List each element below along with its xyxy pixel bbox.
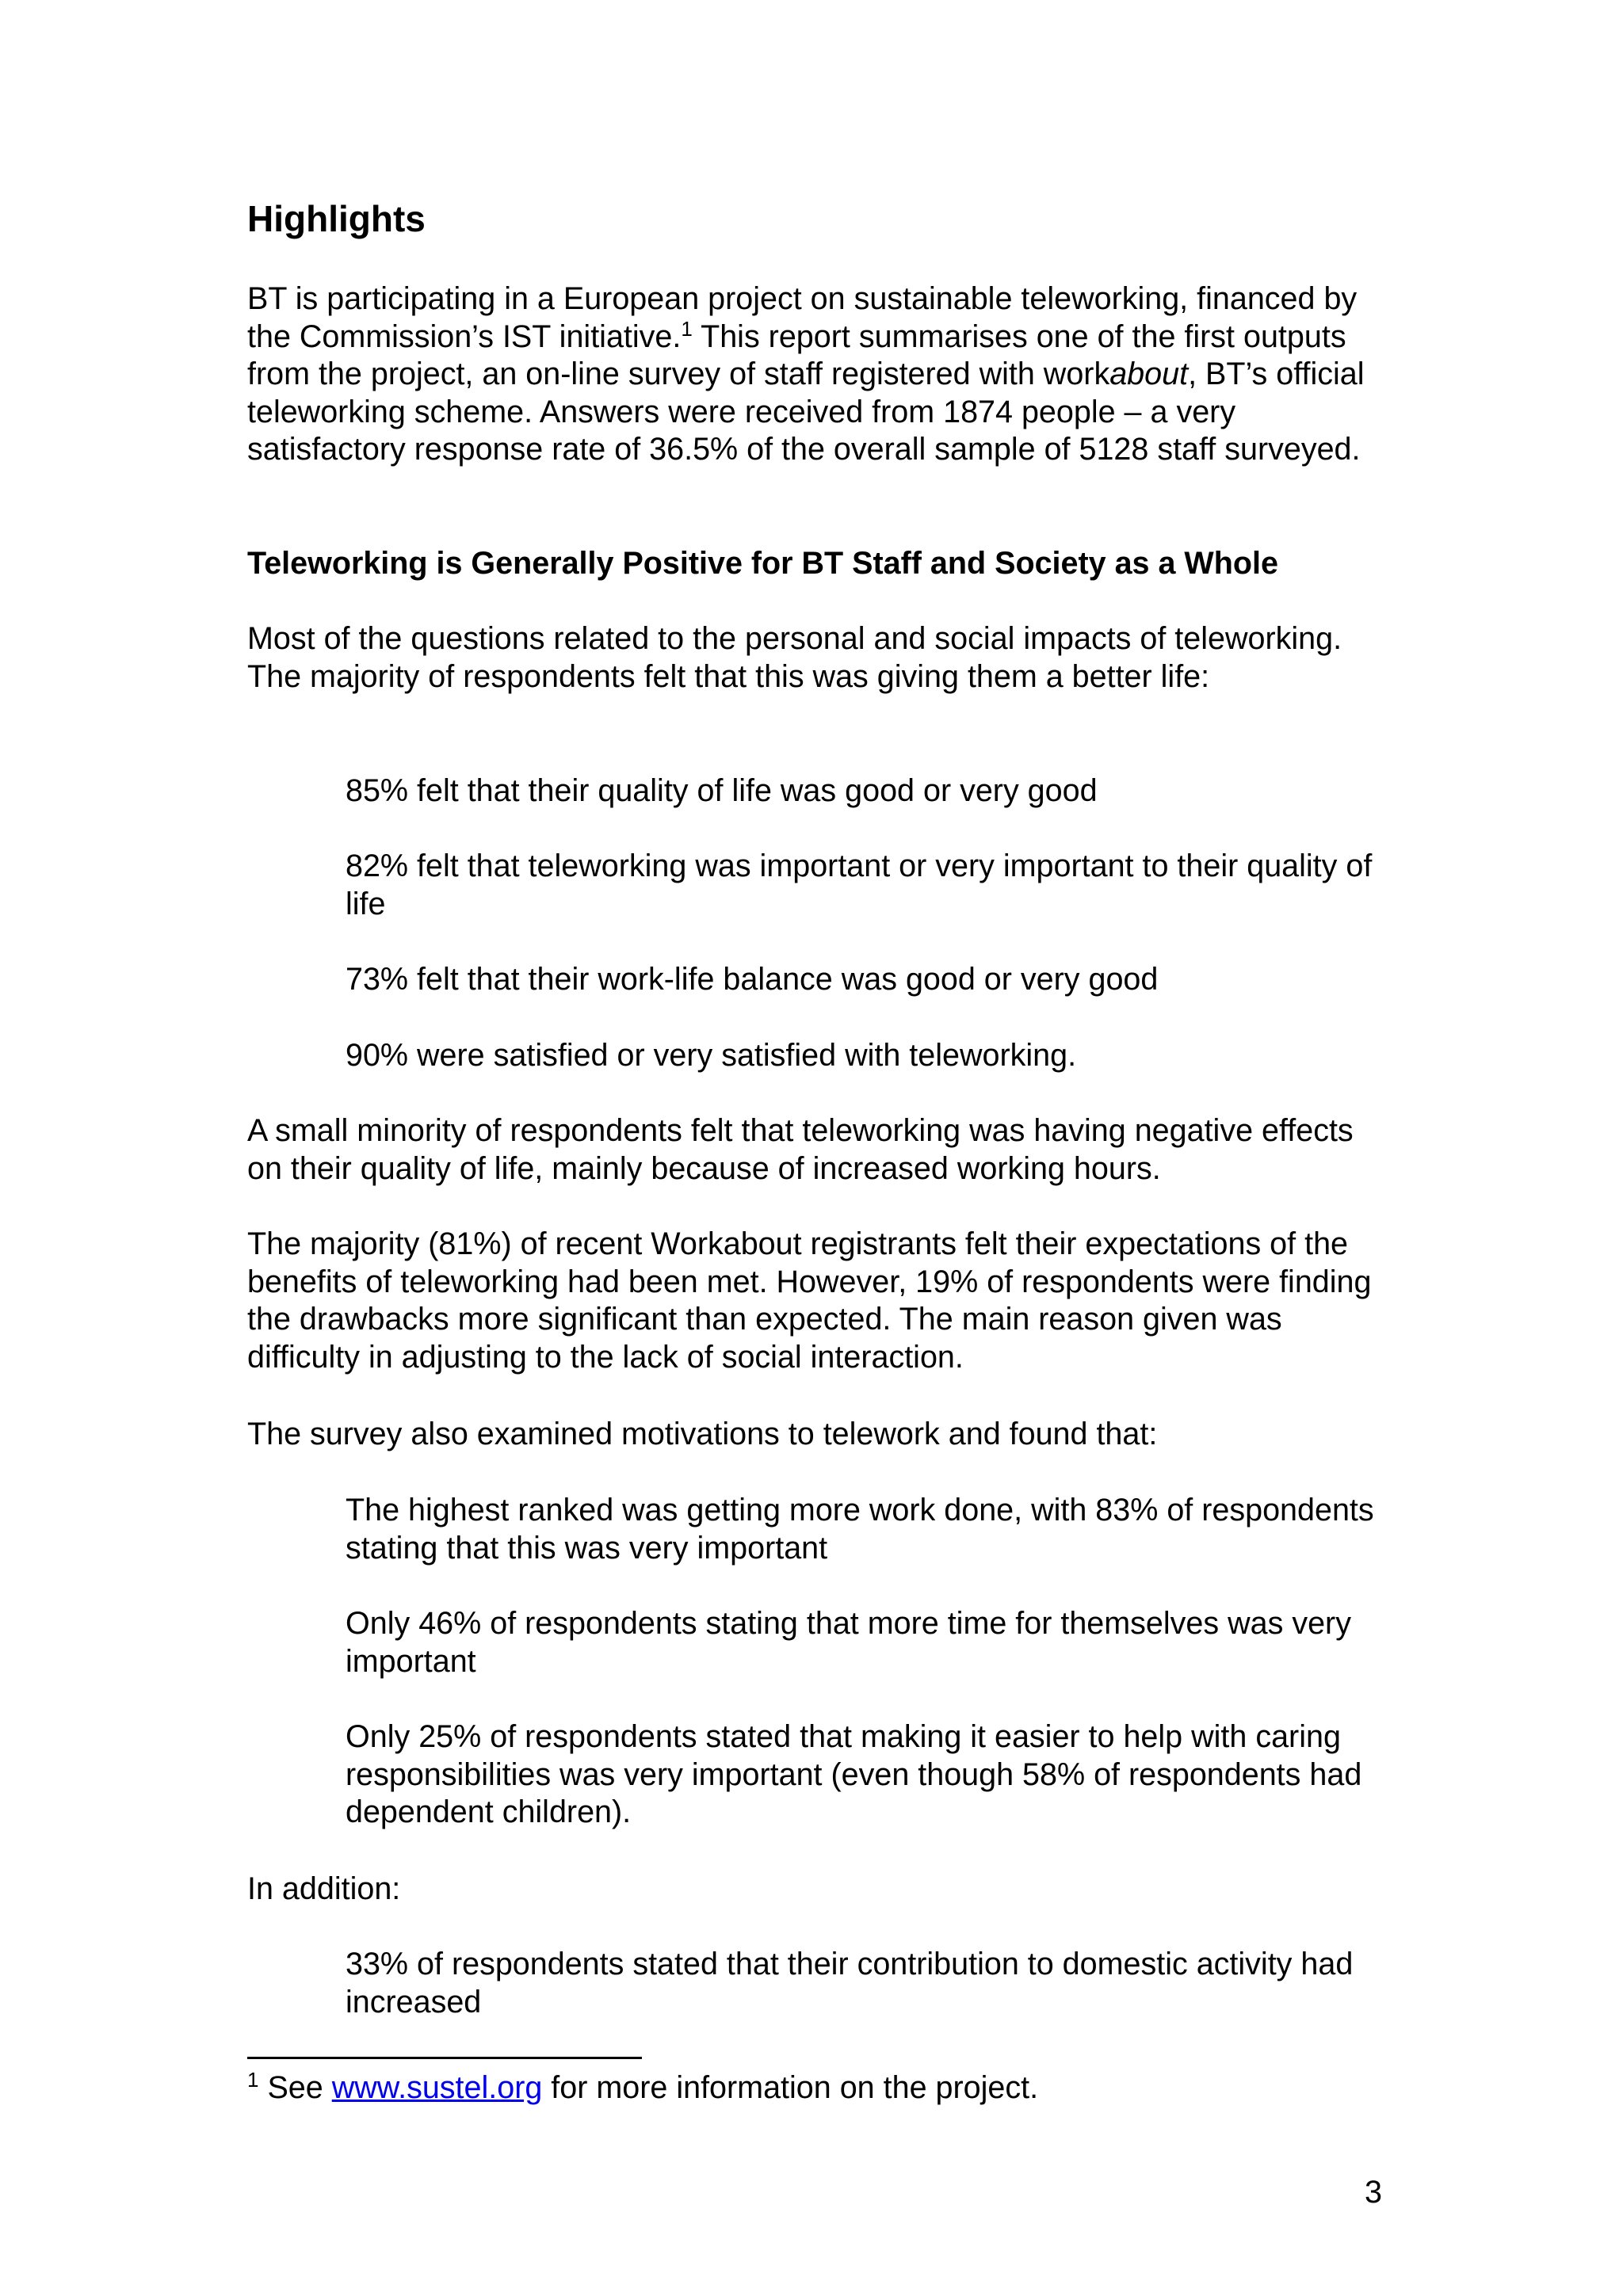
footnote-marker: 1 [247,2067,259,2092]
footnote-separator [247,2057,642,2059]
intro-paragraph [247,280,1388,469]
expectations-paragraph: The majority (81%) of recent Workabout registrants felt their expectations of the benefits of teleworking had been met. However, 19% of respondents were finding the drawbacks more significant than expected. The main reason given was difficulty in adjusting to the lack of social interaction. [247,1226,1372,1375]
intro-text-3: , BT’s official teleworking scheme. Answers were received from 1874 people – a very satisfactory response rate of 36.5% of the overall sample of 5128 staff surveyed. [247,357,1365,467]
intro-text-2: This report summarises one of the first outputs from the project, an on-line survey of staff registered with work [247,318,1346,392]
page-heading: Highlights [247,198,426,239]
intro-text-1: BT is participating in a European project on sustainable teleworking, financed by the Commission’s IST initiative. [247,281,1358,354]
sustel-link[interactable]: www.sustel.org [331,2070,543,2105]
life-point: 90% were satisfied or very satisfied with teleworking. [346,1038,1077,1073]
life-point: 82% felt that teleworking was important or very important to their quality of life [346,849,1373,921]
footnote-reference[interactable]: 1 [681,316,693,341]
section-subheading: Teleworking is Generally Positive for BT Staff and Society as a Whole [247,546,1278,581]
motivations-paragraph: The survey also examined motivations to telework and found that: [247,1417,1158,1451]
footnote-text-before: See [258,2070,332,2105]
motivation-point: Only 46% of respondents stating that more time for themselves was very important [346,1606,1351,1679]
footnote [247,2069,1038,2107]
footnote-text-after: for more information on the project. [542,2070,1039,2105]
life-point: 85% felt that their quality of life was good or very good [346,773,1098,808]
addition-point: 33% of respondents stated that their contribution to domestic activity had increased [346,1947,1354,2019]
minority-paragraph: A small minority of respondents felt that teleworking was having negative effects on their quality of life, mainly because of increased working hours. [247,1113,1354,1186]
motivation-point: Only 25% of respondents stated that making it easier to help with caring responsibilities was very important (even though 58% of respondents had dependent children). [346,1719,1362,1830]
motivation-point: The highest ranked was getting more work done, with 83% of respondents stating that this was very important [346,1493,1374,1566]
page-number: 3 [1365,2175,1382,2210]
addition-paragraph: In addition: [247,1871,401,1906]
life-point: 73% felt that their work-life balance was good or very good [346,962,1159,997]
impacts-paragraph: Most of the questions related to the personal and social impacts of teleworking. The majority of respondents felt that this was giving them a better life: [247,621,1342,694]
intro-italic-text: about [1109,357,1189,392]
